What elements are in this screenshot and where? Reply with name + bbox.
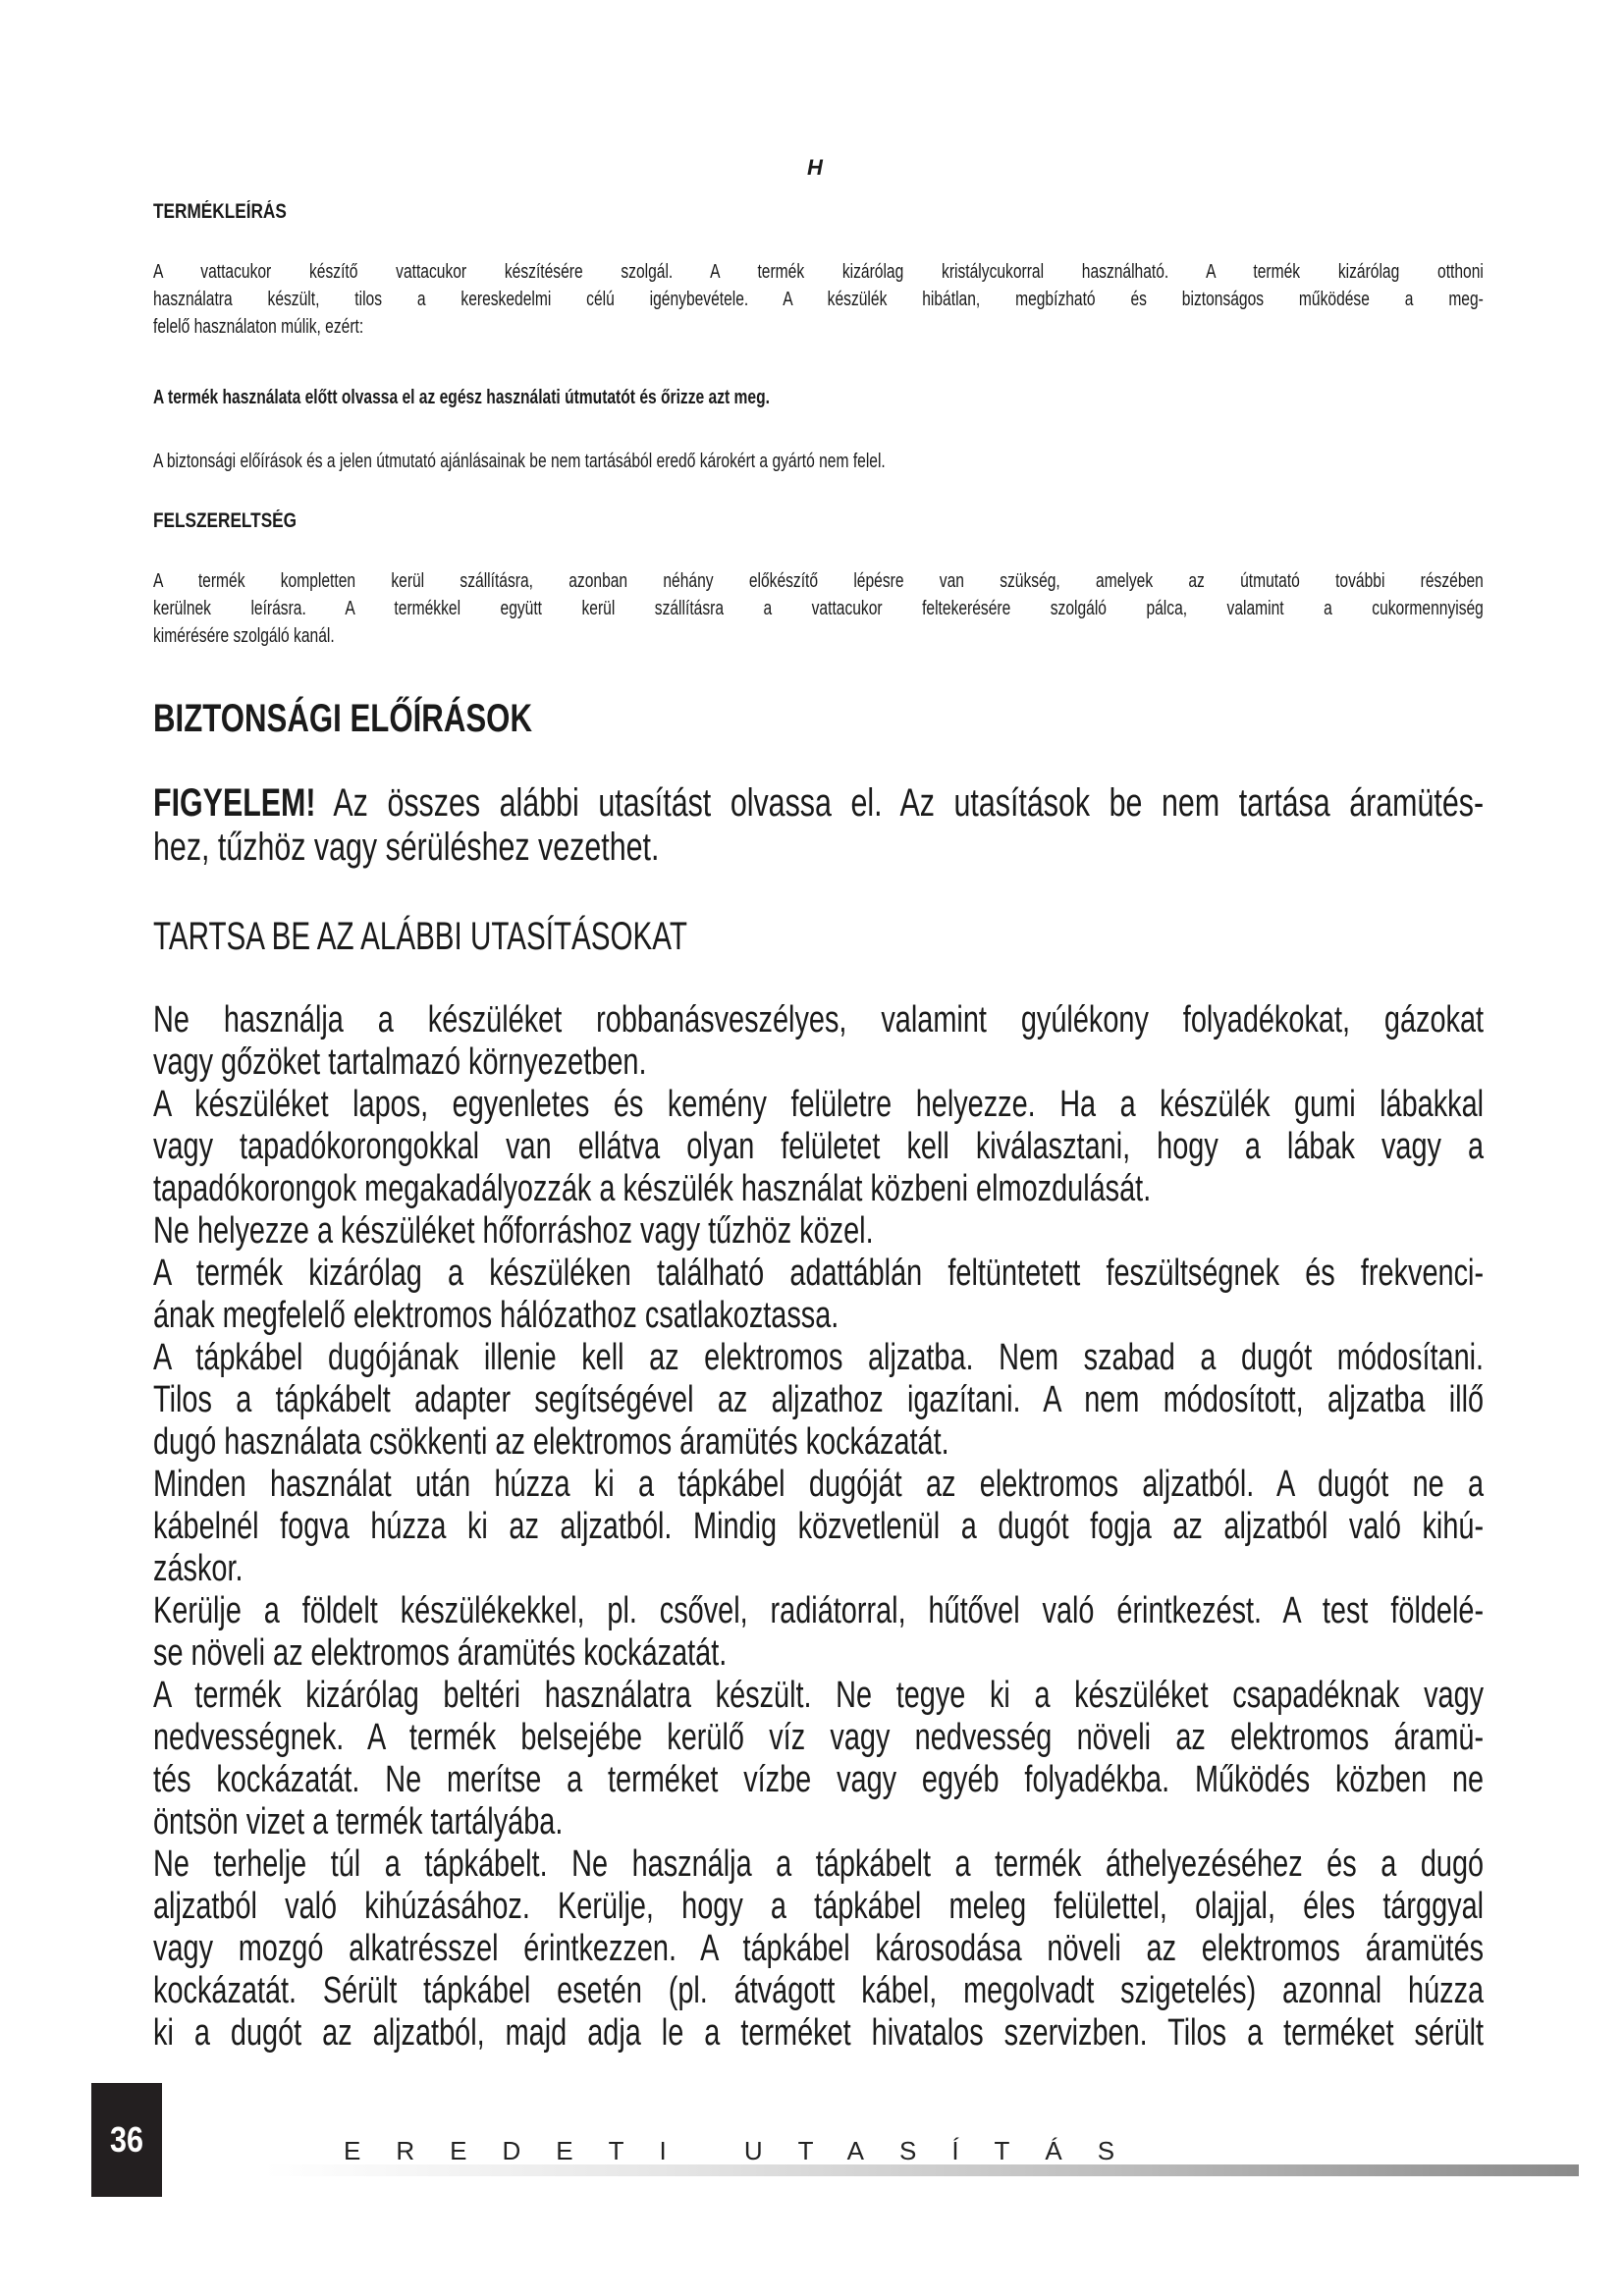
text-line: kerülnek leírásra. A termékkel együtt kerül szállításra a vattacukor feltekerésére szolgáló pálca, valamint a cukormennyiség [153,598,1484,619]
text-line: záskor. [153,1548,244,1589]
text-line: felelő használaton múlik, ezért: [153,316,364,338]
text-line: A tápkábel dugójának illenie kell az elektromos aljzatba. Nem szabad a dugót módosítani. [153,1337,1485,1378]
text-line: tés kockázatát. Ne merítse a terméket vízbe vagy egyéb folyadékba. Működés közben ne [153,1759,1485,1800]
text-line: Ne helyezze a készüléket hőforráshoz vagy tűzhöz közel. [153,1210,874,1252]
warning-text: Az összes alábbi utasítást olvassa el. Az utasítások be nem tartása áramütés- [315,781,1485,825]
page-number-box [91,2083,162,2197]
text-line: ki a dugót az aljzatból, majd adja le a terméket hivatalos szervizben. Tilos a terméket sérült [153,2012,1485,2054]
text-line: ának megfelelő elektromos hálózathoz csatlakoztassa. [153,1295,839,1336]
safety-instructions [153,999,1484,2055]
safety-instruction-paragraph [153,1210,1484,1253]
text-line: se növeli az elektromos áramütés kockázatát. [153,1632,728,1674]
page-number: 36 [109,2119,144,2160]
text-line: A termék használata előtt olvassa el az egész használati útmutatót és őrizze azt meg. [153,387,770,408]
text-line: vagy mozgó alkatrésszel érintkezzen. A tápkábel károsodása növeli az elektromos áramütés [153,1928,1485,1969]
section-heading-safety: BIZTONSÁGI ELŐÍRÁSOK [153,697,532,740]
text-line: kockázatát. Sérült tápkábel esetén (pl. átvágott kábel, megolvadt szigetelés) azonnal húzza [153,1970,1485,2011]
text-line: kábelnél fogva húzza ki az aljzatból. Mindig közvetlenül a dugót fogja az aljzatból való kihú- [153,1506,1485,1547]
text-line: A termék kizárólag a készüléken található adattáblán feltüntetett feszültségnek és frekvenci- [153,1253,1485,1294]
section-heading-equipment: FELSZERELTSÉG [153,509,298,532]
text-line: Minden használat után húzza ki a tápkábel dugóját az elektromos aljzatból. A dugót ne a [153,1464,1485,1505]
text-line: vagy gőzöket tartalmazó környezetben. [153,1041,647,1083]
text-line: kimérésére szolgáló kanál. [153,625,335,647]
text-line: használatra készült, tilos a kereskedelmi célú igénybevétele. A készülék hibátlan, megbízható és biztonságos működése a meg- [153,289,1484,310]
text-line [153,781,1484,826]
text-line: Ne terhelje túl a tápkábelt. Ne használja a tápkábelt a termék áthelyezéséhez és a dugó [153,1843,1485,1885]
liability-notice [153,448,1484,475]
text-line: A biztonsági előírások és a jelen útmutató ajánlásainak be nem tartásából eredő károkért a gyártó nem felel. [153,451,886,472]
text-line: A termék kizárólag beltéri használatra készült. Ne tegye ki a készüléket csapadéknak vagy [153,1675,1485,1716]
footer-label: EREDETI UTASÍTÁS [344,2136,1151,2165]
text-line: A vattacukor készítő vattacukor készítésére szolgál. A termék kizárólag kristálycukorral használható. A termék kizárólag otthoni [153,261,1484,283]
language-marker: H [807,155,823,180]
warning-paragraph [153,781,1484,870]
text-line: A termék kompletten kerül szállításra, azonban néhány előkészítő lépésre van szükség, amelyek az útmutató további részében [153,570,1484,592]
product-description-paragraph [153,258,1484,341]
safety-instruction-paragraph [153,1590,1484,1675]
section-heading-product-description: TERMÉKLEÍRÁS [153,200,287,223]
text-line: öntsön vizet a termék tartályába. [153,1801,564,1842]
safety-instruction-paragraph [153,1843,1484,2055]
equipment-paragraph [153,567,1484,650]
text-line: A készüléket lapos, egyenletes és kemény felületre helyezze. Ha a készülék gumi lábakkal [153,1084,1485,1125]
text-line: Kerülje a földelt készülékekkel, pl. csővel, radiátorral, hűtővel való érintkezést. A test földelé- [153,1590,1485,1631]
read-manual-notice [153,384,1484,411]
text-line: tapadókorongok megakadályozzák a készülék használat közbeni elmozdulását. [153,1168,1152,1209]
warning-label: FIGYELEM! [153,781,316,825]
text-line: vagy tapadókorongokkal van ellátva olyan felületet kell kiválasztani, hogy a lábak vagy a [153,1126,1485,1167]
safety-instruction-paragraph [153,1084,1484,1210]
safety-instruction-paragraph [153,1675,1484,1843]
text-line: Tilos a tápkábelt adapter segítségével az aljzathoz igazítani. A nem módosított, aljzatba illő [153,1379,1485,1420]
text-line: dugó használata csökkenti az elektromos áramütés kockázatát. [153,1421,949,1463]
text-line: nedvességnek. A termék belsejébe kerülő víz vagy nedvesség növeli az elektromos áramü- [153,1717,1485,1758]
text-line: Ne használja a készüléket robbanásveszélyes, valamint gyúlékony folyadékokat, gázokat [153,999,1485,1041]
safety-instruction-paragraph [153,999,1484,1084]
text-line: aljzatból való kihúzásához. Kerülje, hogy a tápkábel meleg felülettel, olajjal, éles tárggyal [153,1886,1485,1927]
safety-subheading: TARTSA BE AZ ALÁBBI UTASÍTÁSOKAT [153,915,687,958]
text-line: hez, tűzhöz vagy sérüléshez vezethet. [153,826,660,869]
safety-instruction-paragraph [153,1464,1484,1590]
safety-instruction-paragraph [153,1253,1484,1337]
safety-instruction-paragraph [153,1337,1484,1464]
